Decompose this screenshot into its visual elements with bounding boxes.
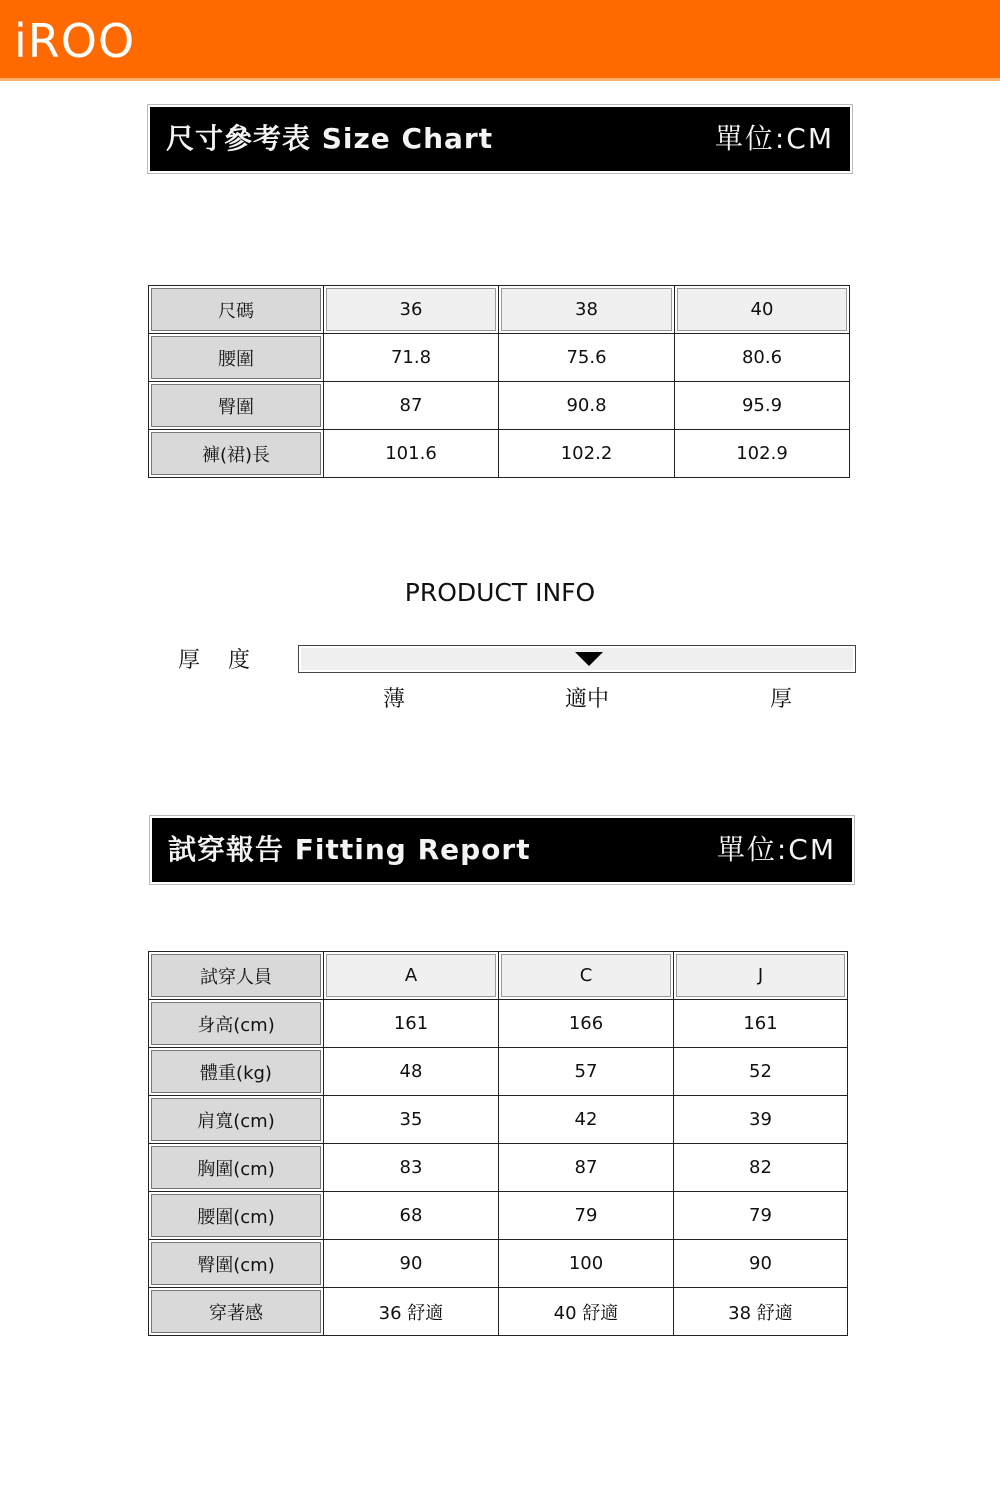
table-cell: 166 (499, 1000, 674, 1048)
fitting-report-table (148, 951, 848, 1336)
product-info-title: PRODUCT INFO (404, 578, 596, 607)
table-cell: 90 (324, 1240, 499, 1288)
table-cell: 75.6 (499, 334, 675, 382)
fitting-report-unit: 單位:CM (716, 833, 836, 866)
scale-label-medium: 適中 (565, 687, 610, 712)
table-cell: 90 (674, 1240, 848, 1288)
table-cell: 71.8 (324, 334, 499, 382)
size-header-label: 尺碼 (149, 286, 324, 334)
brand-header (0, 0, 1000, 81)
row-label: 臀圍(cm) (149, 1240, 324, 1288)
thickness-scale-bar (298, 645, 856, 673)
row-label: 胸圍(cm) (149, 1144, 324, 1192)
table-row (149, 1096, 848, 1144)
table-row (149, 334, 850, 382)
table-cell: 79 (674, 1192, 848, 1240)
tester-column-header: C (499, 952, 674, 1000)
size-column-header: 38 (499, 286, 675, 334)
table-cell: 87 (499, 1144, 674, 1192)
size-chart-table (148, 285, 850, 478)
table-cell: 42 (499, 1096, 674, 1144)
table-cell: 35 (324, 1096, 499, 1144)
table-cell: 52 (674, 1048, 848, 1096)
table-cell: 68 (324, 1192, 499, 1240)
fitting-report-banner (152, 818, 852, 882)
size-column-header: 36 (324, 286, 499, 334)
size-chart-header-row (149, 286, 850, 334)
table-cell: 90.8 (499, 382, 675, 430)
table-row (149, 430, 850, 478)
table-cell: 36 舒適 (324, 1288, 499, 1336)
size-column-header: 40 (675, 286, 850, 334)
row-label: 身高(cm) (149, 1000, 324, 1048)
table-cell: 80.6 (675, 334, 850, 382)
table-row (149, 1144, 848, 1192)
table-cell: 100 (499, 1240, 674, 1288)
table-cell: 57 (499, 1048, 674, 1096)
fitting-report-title: 試穿報告 Fitting Report (168, 833, 531, 866)
fitting-header-label: 試穿人員 (149, 952, 324, 1000)
thickness-label: 厚度 (178, 648, 279, 673)
thickness-marker-icon (575, 652, 603, 666)
table-cell: 40 舒適 (499, 1288, 674, 1336)
row-label: 腰圍(cm) (149, 1192, 324, 1240)
size-chart-unit: 單位:CM (714, 122, 834, 155)
table-cell: 48 (324, 1048, 499, 1096)
table-row (149, 1240, 848, 1288)
table-cell: 101.6 (324, 430, 499, 478)
row-label: 腰圍 (149, 334, 324, 382)
table-cell: 161 (324, 1000, 499, 1048)
row-label: 褲(裙)長 (149, 430, 324, 478)
size-chart-title: 尺寸參考表 Size Chart (166, 122, 494, 155)
row-label: 體重(kg) (149, 1048, 324, 1096)
row-label: 臀圍 (149, 382, 324, 430)
table-row (149, 1192, 848, 1240)
table-cell: 79 (499, 1192, 674, 1240)
table-row (149, 1000, 848, 1048)
size-chart-banner (150, 107, 850, 171)
table-row (149, 1048, 848, 1096)
table-cell: 161 (674, 1000, 848, 1048)
table-cell: 102.9 (675, 430, 850, 478)
table-cell: 87 (324, 382, 499, 430)
table-cell: 82 (674, 1144, 848, 1192)
scale-label-thin: 薄 (383, 687, 406, 712)
table-cell: 38 舒適 (674, 1288, 848, 1336)
scale-label-thick: 厚 (770, 687, 793, 712)
table-row (149, 382, 850, 430)
row-label: 穿著感 (149, 1288, 324, 1336)
table-cell: 95.9 (675, 382, 850, 430)
table-cell: 39 (674, 1096, 848, 1144)
tester-column-header: J (674, 952, 848, 1000)
table-row (149, 1288, 848, 1336)
brand-logo[interactable]: iROO (14, 14, 136, 68)
table-cell: 102.2 (499, 430, 675, 478)
row-label: 肩寬(cm) (149, 1096, 324, 1144)
table-cell: 83 (324, 1144, 499, 1192)
tester-column-header: A (324, 952, 499, 1000)
fitting-header-row (149, 952, 848, 1000)
